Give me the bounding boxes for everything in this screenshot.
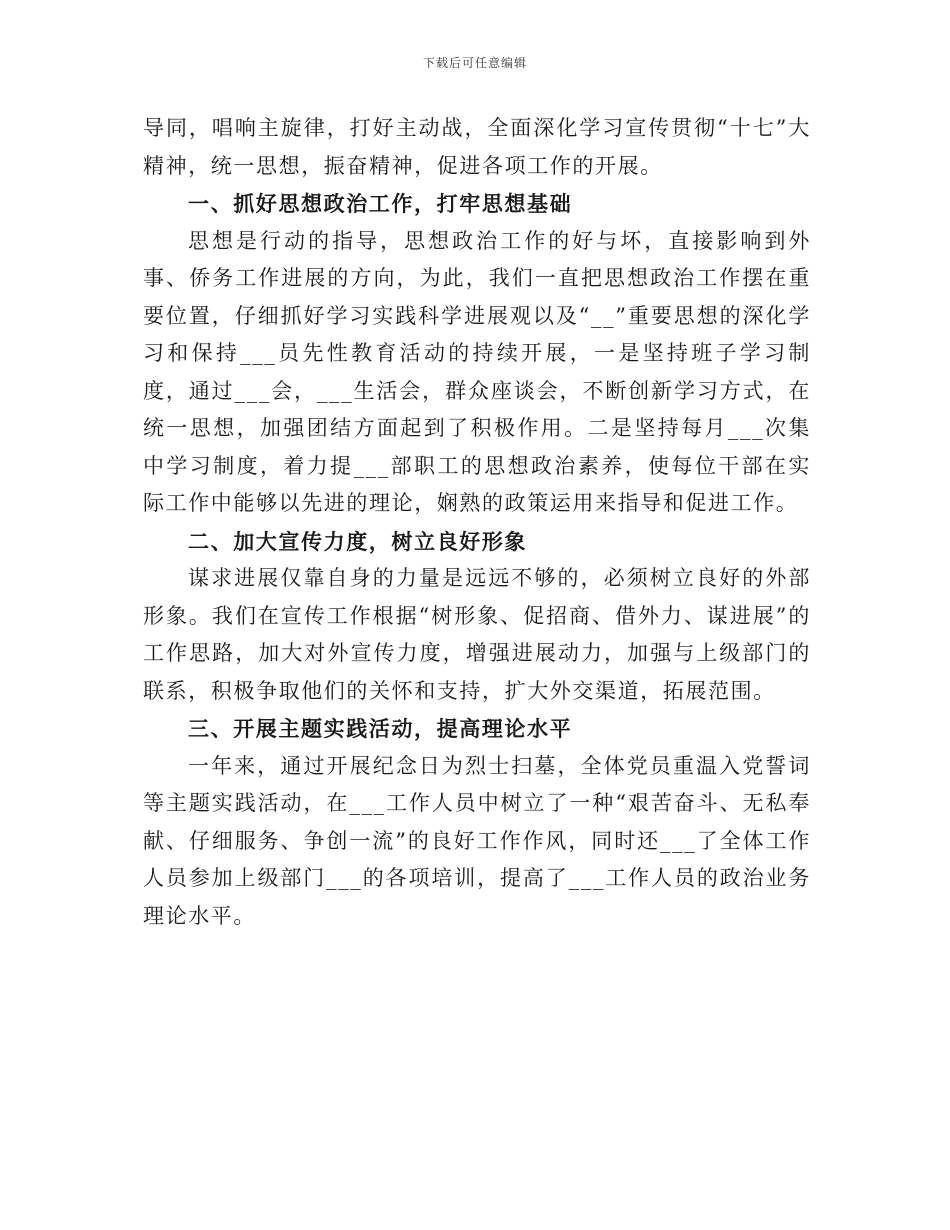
document-body	[143, 110, 811, 935]
section-heading-3: 三、开展主题实践活动，提高理论水平	[188, 716, 573, 741]
page-header: 下载后可任意编辑	[422, 56, 527, 70]
paragraph-section-1: 思想是行动的指导，思想政治工作的好与坏，直接影响到外事、侨务工作进展的方向，为此，我们一直把思想政治工作摆在重要位置，仔细抓好学习实践科学进展观以及“__”重要思想的深化学习和保持___员先性教育活动的持续开展，一是坚持班子学习制度，通过___会，___生活会，群众座谈会，不断创新学习方式，在统一思想，加强团结方面起到了积极作用。二是坚持每月___次集中学习制度，着力提___部职工的思想政治素养，使每位干部在实际工作中能够以先进的理论，娴熟的政策运用来指导和促进工作。	[143, 228, 811, 515]
paragraph-section-3: 一年来，通过开展纪念日为烈士扫墓，全体党员重温入党誓词等主题实践活动，在___工作人员中树立了一种“艰苦奋斗、无私奉献、仔细服务、争创一流”的良好工作作风，同时还___了全体工作人员参加上级部门___的各项培训，提高了___工作人员的政治业务理论水平。	[143, 753, 811, 928]
section-heading-2: 二、加大宣传力度，树立良好形象	[188, 528, 527, 554]
paragraph-section-2: 谋求进展仅靠自身的力量是远远不够的，必须树立良好的外部形象。我们在宣传工作根据“树形象、促招商、借外力、谋进展”的工作思路，加大对外宣传力度，增强进展动力，加强与上级部门的联系，积极争取他们的关怀和支持，扩大外交渠道，拓展范围。	[143, 566, 811, 703]
section-heading-1: 一、抓好思想政治工作，打牢思想基础	[188, 191, 573, 216]
paragraph-continuation: 导同，唱响主旋律，打好主动战，全面深化学习宣传贯彻“十七”大精神，统一思想，振奋精神，促进各项工作的开展。	[143, 116, 811, 178]
